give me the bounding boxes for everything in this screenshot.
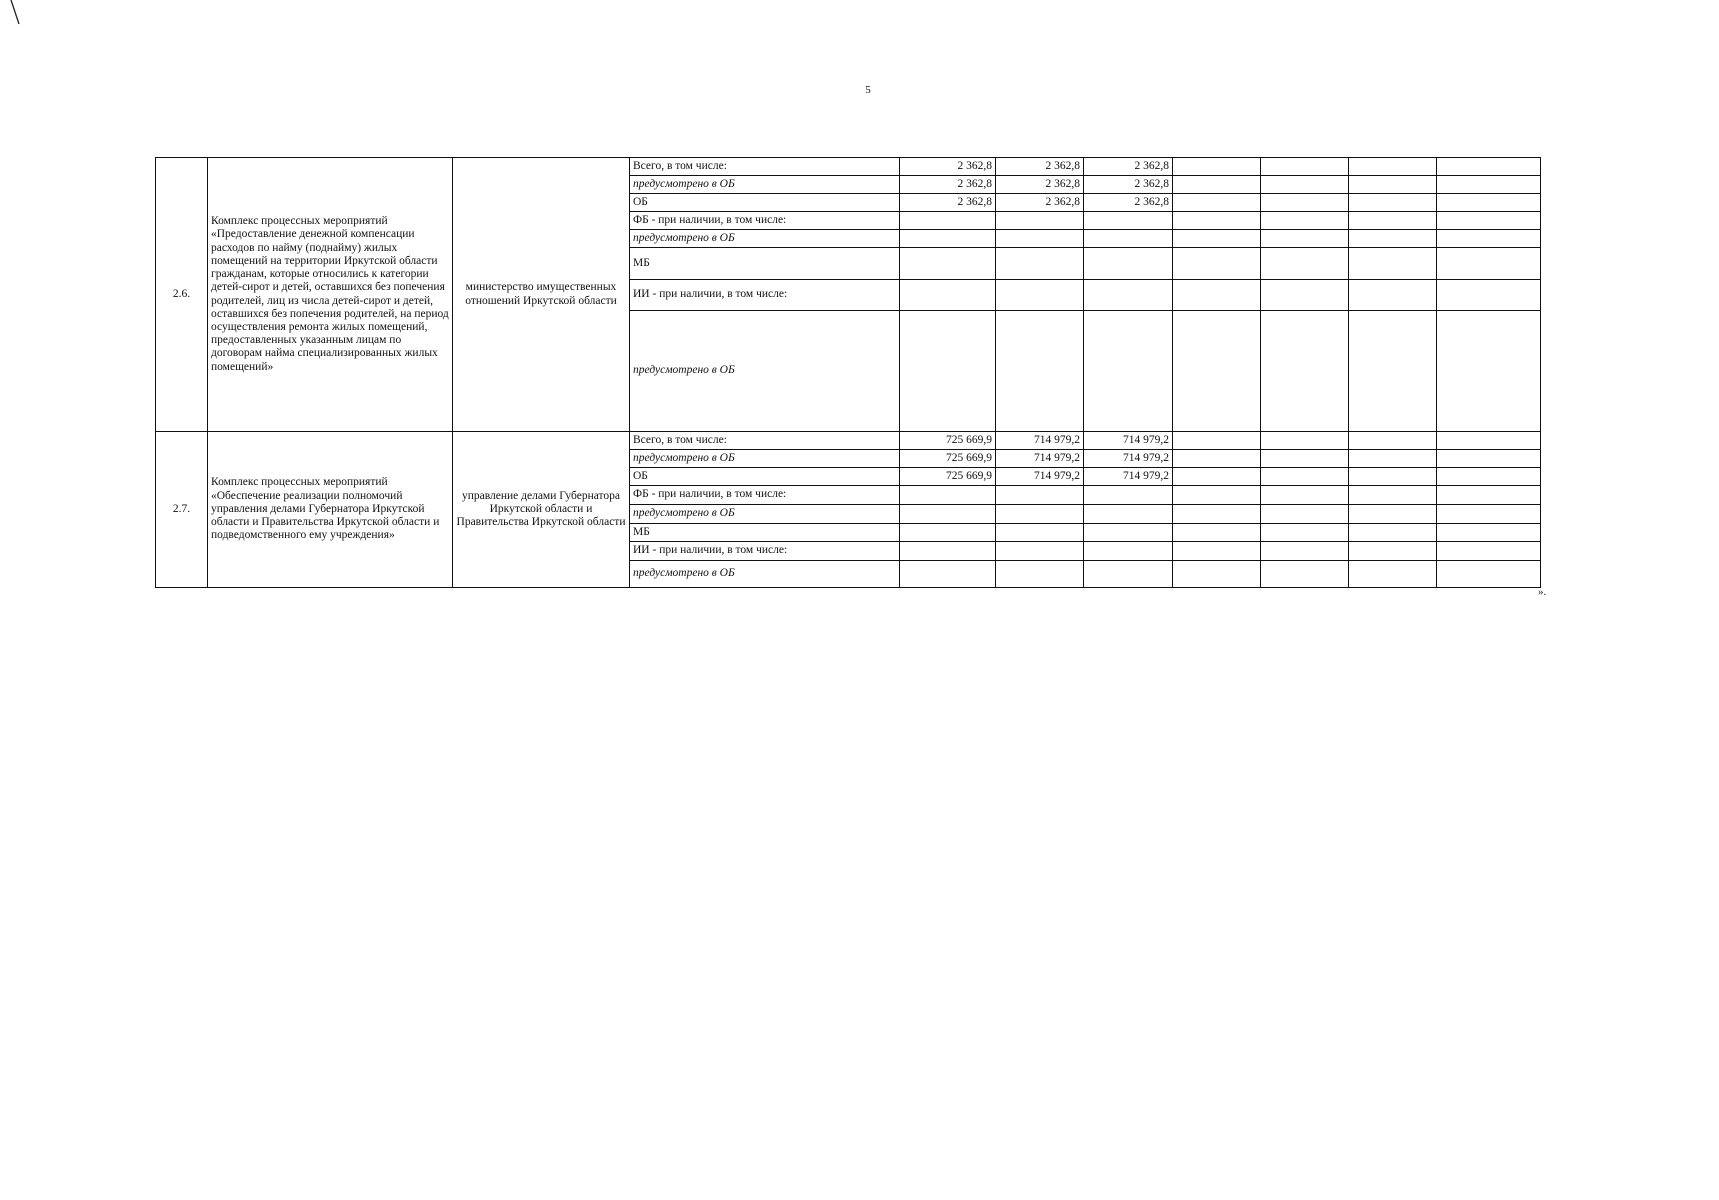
value-cell: [1173, 450, 1261, 468]
value-cell: [1084, 212, 1173, 230]
value-cell: [1173, 176, 1261, 194]
value-cell: 725 669,9: [900, 468, 996, 486]
value-cell: [1349, 212, 1437, 230]
value-cell: [1261, 230, 1349, 248]
value-cell: [1261, 194, 1349, 212]
value-cell: [1349, 542, 1437, 561]
value-cell: [900, 524, 996, 542]
value-cell: [1173, 468, 1261, 486]
funding-source: предусмотрено в ОБ: [630, 230, 900, 248]
value-cell: [996, 542, 1084, 561]
value-cell: [900, 561, 996, 588]
value-cell: 2 362,8: [900, 194, 996, 212]
funding-source: МБ: [630, 248, 900, 280]
funding-source: Всего, в том числе:: [630, 158, 900, 176]
funding-source: предусмотрено в ОБ: [630, 450, 900, 468]
value-cell: [1084, 561, 1173, 588]
value-cell: [1349, 468, 1437, 486]
value-cell: [1349, 561, 1437, 588]
value-cell: [1437, 280, 1541, 311]
scan-edge-mark: [10, 0, 24, 26]
value-cell: [1173, 432, 1261, 450]
value-cell: [1261, 158, 1349, 176]
value-cell: 725 669,9: [900, 432, 996, 450]
value-cell: [1349, 311, 1437, 432]
value-cell: [1173, 194, 1261, 212]
funding-source: ФБ - при наличии, в том числе:: [630, 486, 900, 505]
table-body: [156, 158, 1541, 588]
value-cell: [1173, 542, 1261, 561]
value-cell: 725 669,9: [900, 450, 996, 468]
value-cell: [996, 524, 1084, 542]
table-row: [156, 432, 1541, 450]
value-cell: [1261, 280, 1349, 311]
value-cell: [1173, 311, 1261, 432]
value-cell: [996, 505, 1084, 524]
value-cell: [1437, 524, 1541, 542]
funding-source: Всего, в том числе:: [630, 432, 900, 450]
value-cell: 2 362,8: [1084, 158, 1173, 176]
value-cell: [900, 230, 996, 248]
value-cell: [1084, 524, 1173, 542]
value-cell: [1173, 280, 1261, 311]
value-cell: [1437, 432, 1541, 450]
value-cell: [1084, 311, 1173, 432]
value-cell: [900, 486, 996, 505]
value-cell: [1437, 468, 1541, 486]
value-cell: [1173, 230, 1261, 248]
funding-source: ОБ: [630, 194, 900, 212]
item-name: Комплекс процессных мероприятий «Обеспечение реализации полномочий управления делами Губернатора Иркутской области и Правительства Иркутской области и подведомственного ему учреждения»: [208, 432, 453, 588]
value-cell: [1437, 486, 1541, 505]
item-executor: управление делами Губернатора Иркутской области и Правительства Иркутской области: [453, 432, 630, 588]
value-cell: [1437, 248, 1541, 280]
value-cell: [1437, 158, 1541, 176]
value-cell: [1349, 230, 1437, 248]
value-cell: [900, 248, 996, 280]
funding-source: ИИ - при наличии, в том числе:: [630, 542, 900, 561]
value-cell: [1173, 561, 1261, 588]
value-cell: [1173, 505, 1261, 524]
value-cell: [900, 542, 996, 561]
value-cell: [1437, 212, 1541, 230]
value-cell: [1261, 561, 1349, 588]
value-cell: 714 979,2: [996, 432, 1084, 450]
funding-source: предусмотрено в ОБ: [630, 176, 900, 194]
value-cell: [996, 248, 1084, 280]
funding-source: предусмотрено в ОБ: [630, 311, 900, 432]
value-cell: [1261, 524, 1349, 542]
value-cell: [1437, 450, 1541, 468]
value-cell: [900, 311, 996, 432]
value-cell: [1173, 486, 1261, 505]
value-cell: [900, 212, 996, 230]
page-number: 5: [865, 84, 871, 96]
value-cell: [1084, 248, 1173, 280]
value-cell: [1173, 524, 1261, 542]
value-cell: [1349, 505, 1437, 524]
closing-quote: ».: [1538, 586, 1547, 598]
table-row: [156, 158, 1541, 176]
value-cell: [1349, 432, 1437, 450]
value-cell: [1349, 194, 1437, 212]
value-cell: [1261, 468, 1349, 486]
value-cell: [996, 486, 1084, 505]
value-cell: [900, 505, 996, 524]
value-cell: 714 979,2: [996, 450, 1084, 468]
value-cell: [1084, 542, 1173, 561]
value-cell: 2 362,8: [1084, 176, 1173, 194]
value-cell: 2 362,8: [900, 176, 996, 194]
item-number: 2.7.: [156, 432, 208, 588]
funding-source: ФБ - при наличии, в том числе:: [630, 212, 900, 230]
value-cell: [1261, 311, 1349, 432]
value-cell: [1261, 432, 1349, 450]
value-cell: [1349, 176, 1437, 194]
funding-source: ОБ: [630, 468, 900, 486]
value-cell: [996, 230, 1084, 248]
value-cell: [1437, 561, 1541, 588]
item-number: 2.6.: [156, 158, 208, 432]
value-cell: 2 362,8: [900, 158, 996, 176]
funding-source: предусмотрено в ОБ: [630, 505, 900, 524]
value-cell: [996, 212, 1084, 230]
funding-source: ИИ - при наличии, в том числе:: [630, 280, 900, 311]
value-cell: [900, 280, 996, 311]
value-cell: [1437, 542, 1541, 561]
value-cell: 714 979,2: [996, 468, 1084, 486]
value-cell: [1437, 176, 1541, 194]
value-cell: [1437, 505, 1541, 524]
value-cell: [1349, 158, 1437, 176]
value-cell: [1349, 248, 1437, 280]
funding-source: предусмотрено в ОБ: [630, 561, 900, 588]
value-cell: 2 362,8: [996, 194, 1084, 212]
value-cell: [1261, 450, 1349, 468]
value-cell: [1084, 230, 1173, 248]
value-cell: [1349, 524, 1437, 542]
value-cell: 714 979,2: [1084, 450, 1173, 468]
funding-table: [155, 157, 1541, 588]
value-cell: 714 979,2: [1084, 468, 1173, 486]
value-cell: [1349, 450, 1437, 468]
value-cell: [1084, 486, 1173, 505]
value-cell: [1084, 505, 1173, 524]
value-cell: [996, 561, 1084, 588]
value-cell: 714 979,2: [1084, 432, 1173, 450]
value-cell: [1437, 230, 1541, 248]
value-cell: 2 362,8: [1084, 194, 1173, 212]
value-cell: [1261, 176, 1349, 194]
funding-source: МБ: [630, 524, 900, 542]
value-cell: [996, 311, 1084, 432]
value-cell: [1349, 486, 1437, 505]
value-cell: [1261, 542, 1349, 561]
value-cell: 2 362,8: [996, 158, 1084, 176]
item-executor: министерство имущественных отношений Иркутской области: [453, 158, 630, 432]
value-cell: [1173, 212, 1261, 230]
value-cell: [1261, 505, 1349, 524]
value-cell: [1261, 212, 1349, 230]
value-cell: [1437, 194, 1541, 212]
value-cell: [1173, 248, 1261, 280]
value-cell: [1261, 486, 1349, 505]
value-cell: [1437, 311, 1541, 432]
value-cell: [1173, 158, 1261, 176]
value-cell: [996, 280, 1084, 311]
item-name: Комплекс процессных мероприятий «Предоставление денежной компенсации расходов по найму (поднайму) жилых помещений на территории Иркутской области гражданам, которые относились к категории детей-сирот и детей, оставшихся без попечения родителей, лиц из числа детей-сирот и детей, оставшихся без попечения родителей, на период осуществления ремонта жилых помещений, предоставленных указанным лицам по договорам найма специализированных жилых помещений»: [208, 158, 453, 432]
value-cell: 2 362,8: [996, 176, 1084, 194]
value-cell: [1084, 280, 1173, 311]
value-cell: [1261, 248, 1349, 280]
value-cell: [1349, 280, 1437, 311]
